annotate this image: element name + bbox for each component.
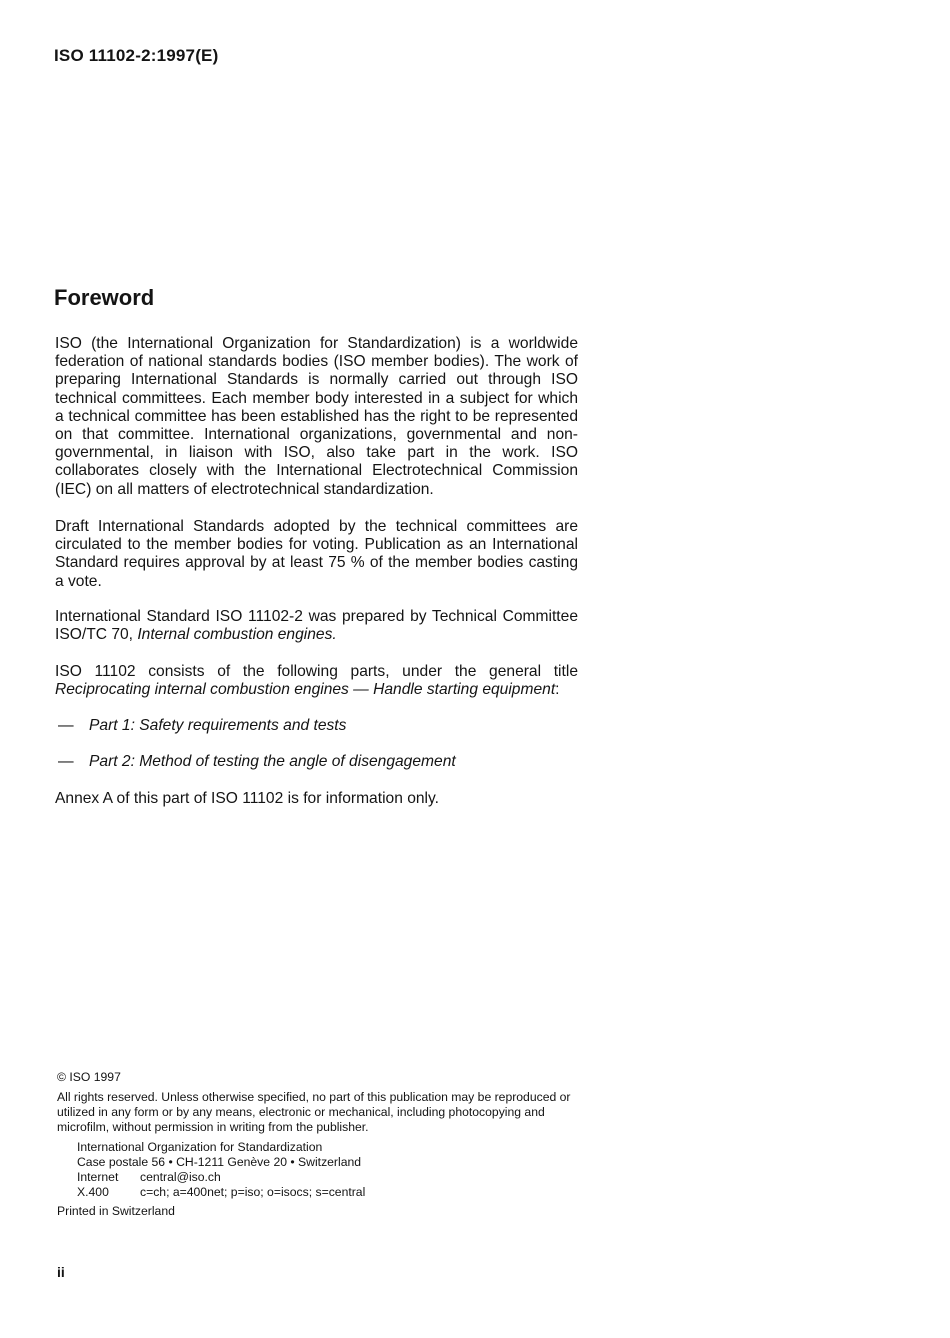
foreword-paragraph-5: Annex A of this part of ISO 11102 is for information only. [55,790,439,807]
list-dash: — [58,753,74,770]
rights-statement: All rights reserved. Unless otherwise specified, no part of this publication may be reproduced or utilized in any form or by any means, electronic or mechanical, including photocopying and microfilm, without permission in writing from the publisher. [57,1090,571,1134]
foreword-paragraph-1: ISO (the International Organization for Standardization) is a worldwide federation of national standards bodies (ISO member bodies). The work of preparing International Standards is normally carried out through ISO technical committees. Each member body interested in a subject for which a technical committee has been established has the right to be represented on that committee. International organizations, governmental and non-governmental, in liaison with ISO, also take part in the work. ISO collaborates closely with the International Electrotechnical Commission (IEC) on all matters of electrotechnical standardization. [55,335,578,498]
x400-label: X.400 [77,1185,109,1199]
foreword-paragraph-2: Draft International Standards adopted by the technical committees are circulated to the member bodies for voting. Publication as an International Standard requires approval by at least 75 % of the member bodies casting a vote. [55,518,578,590]
publisher-address [77,1140,365,1200]
part-2-label: Part 2: Method of testing the angle of disengagement [89,753,456,770]
x400-value: c=ch; a=400net; p=iso; o=isocs; s=central [140,1185,366,1199]
part-1-label: Part 1: Safety requirements and tests [89,717,347,734]
paragraph-3-text: International Standard ISO 11102-2 was prepared by Technical Committee ISO/TC 70, [55,608,578,644]
internet-value: central@iso.ch [140,1170,221,1184]
postal-address: Case postale 56 • CH-1211 Genève 20 • Switzerland [77,1155,362,1169]
x400-row [77,1185,365,1200]
list-dash: — [58,717,74,734]
foreword-paragraph-3 [55,608,578,644]
internet-label: Internet [77,1170,119,1184]
section-title: Foreword [54,285,155,310]
document-id: ISO 11102-2:1997(E) [54,46,219,65]
page-number: ii [57,1264,65,1280]
organization-name: International Organization for Standardization [77,1140,323,1154]
internet-row [77,1170,365,1185]
printed-in: Printed in Switzerland [57,1204,175,1218]
foreword-paragraph-4 [55,663,578,699]
copyright-notice: © ISO 1997 [57,1070,121,1084]
general-title: Reciprocating internal combustion engines — Handle starting equipment [55,681,556,699]
paragraph-4-end: : [555,681,560,699]
paragraph-4-text: ISO 11102 consists of the following parts, under the general title [55,663,578,680]
committee-title: Internal combustion engines. [137,626,337,644]
